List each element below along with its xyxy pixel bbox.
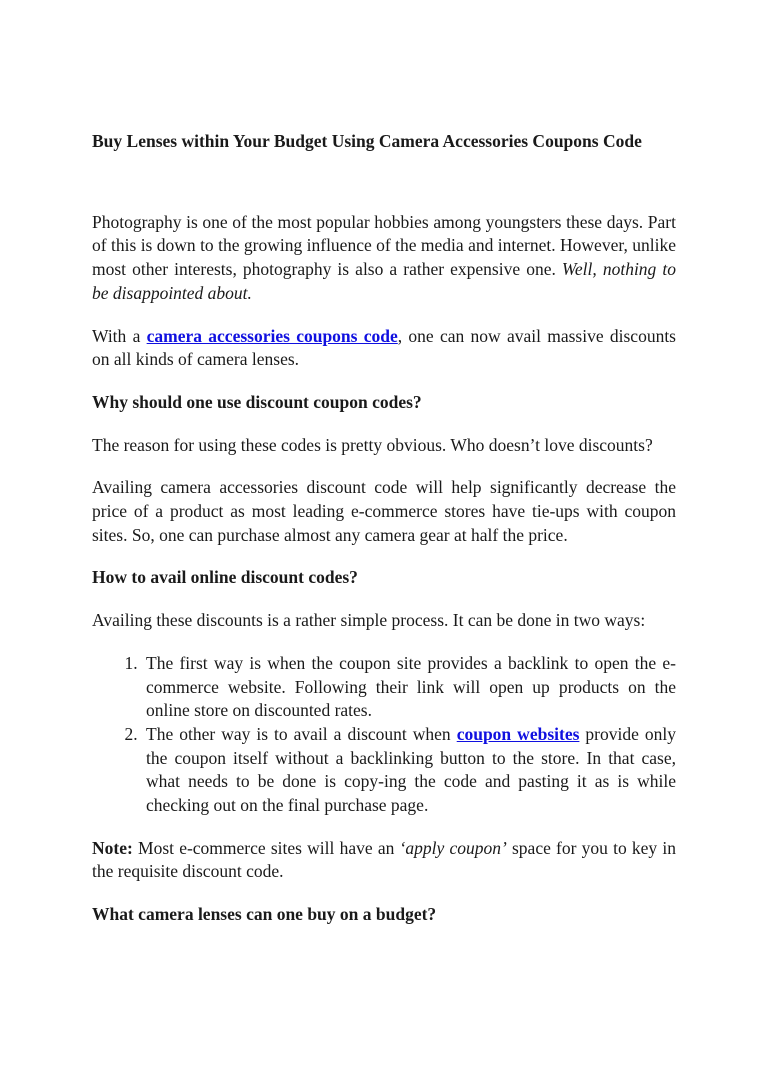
- numbered-list: [92, 652, 681, 818]
- text-run: Note:: [92, 837, 133, 858]
- text-run: The reason for using these codes is pretty obvious. Who doesn’t love discounts?: [92, 434, 653, 455]
- text-run: The first way is when the coupon site provides a backlink to open the e-commerce website. Following their link will open up products on the online store on discounted rates.: [146, 652, 681, 721]
- text-run: Well, nothing to be disappointed about.: [92, 259, 681, 303]
- section-heading: [92, 391, 676, 415]
- text-run: space for you to key in the requisite discount code.: [92, 837, 681, 882]
- hyperlink[interactable]: coupon websites: [456, 723, 580, 744]
- paragraph: [92, 434, 676, 458]
- section-heading: [92, 566, 676, 590]
- paragraph: [92, 476, 681, 547]
- text-run: Photography is one of the most popular hobbies among youngsters these days. Part of this is down to the growing influence of the media and internet. However, unlike most other interests, photography is also a rather expensive one.: [92, 211, 681, 280]
- blank-line: [92, 154, 676, 211]
- list-item: [142, 652, 681, 723]
- document-title: [92, 130, 676, 154]
- document-body: [92, 130, 681, 927]
- text-run: With a: [92, 325, 147, 346]
- text-run: Buy Lenses within Your Budget Using Camera Accessories Coupons Code: [92, 131, 642, 151]
- text-run: Why should one use discount coupon codes?: [92, 391, 422, 412]
- text-run: provide only the coupon itself without a backlinking button to the store. In that case, what needs to be done is copy-ing the code and pasting it as is while checking out on the final purchase page.: [146, 723, 681, 816]
- text-run: , one can now avail massive discounts on all kinds of camera lenses.: [92, 325, 681, 370]
- text-run: Most e-commerce sites will have an: [132, 837, 400, 858]
- paragraph: [92, 325, 681, 372]
- section-heading: [92, 903, 676, 927]
- text-run: The other way is to avail a discount when: [146, 723, 457, 744]
- paragraph: [92, 609, 676, 633]
- text-run: Availing camera accessories discount code will help significantly decrease the price of a product as most leading e-commerce stores have tie-ups with coupon sites. So, one can purchase almost any camera gear at half the price.: [92, 477, 681, 545]
- paragraph: [92, 211, 681, 306]
- text-run: How to avail online discount codes?: [92, 567, 358, 588]
- paragraph: [92, 837, 681, 884]
- list-item: [142, 723, 681, 818]
- text-run: ‘apply coupon’: [399, 837, 507, 858]
- text-run: Availing these discounts is a rather simple process. It can be done in two ways:: [92, 610, 646, 631]
- hyperlink[interactable]: camera accessories coupons code: [146, 325, 398, 346]
- text-run: What camera lenses can one buy on a budget?: [92, 904, 437, 925]
